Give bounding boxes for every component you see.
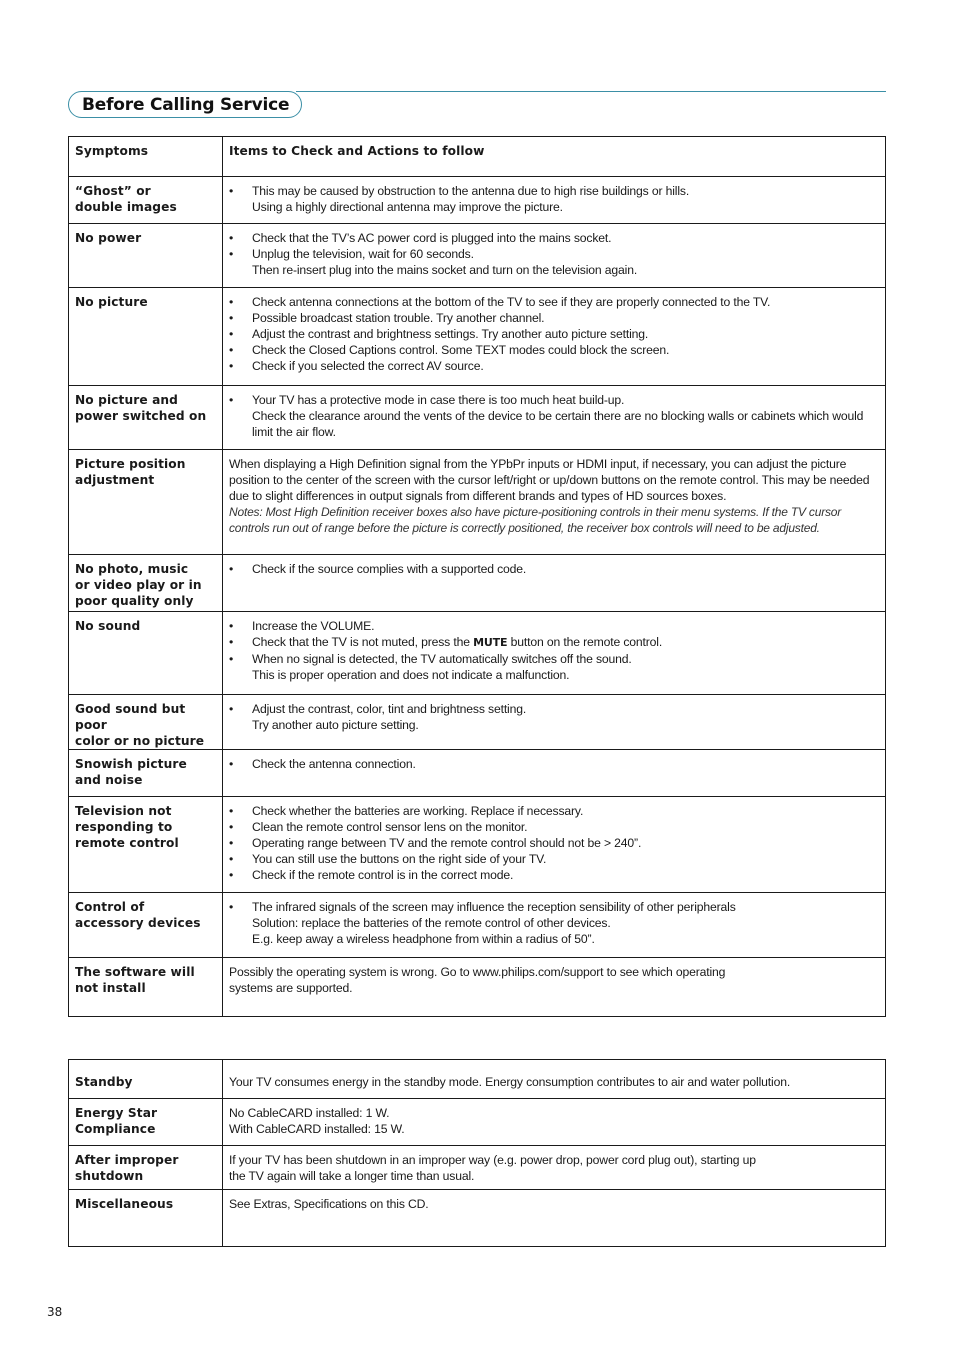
bullet-item [229,342,879,358]
bullet-list [229,230,879,278]
info-label-cell [69,1146,223,1190]
bullet-line: • Unplug the television, wait for 60 seconds. [252,247,474,261]
bullet-item [229,561,879,577]
action-line: See Extras, Specifications on this CD. [229,1197,429,1211]
bullet-list [229,561,879,577]
bullet-line: • Check if the source complies with a supported code. [252,562,527,576]
action-cell [223,386,886,450]
symptom-cell [69,958,223,1017]
bullet-line: • Your TV has a protective mode in case there is too much heat build-up. [252,393,625,407]
bullet-item [229,230,879,246]
table-row [69,1060,886,1099]
bullet-list [229,183,879,215]
action-cell [223,750,886,797]
symptom-label: Television not responding to remote control [75,804,179,850]
bullet-line: Check the clearance around the vents of the device to be certain there are no blocking walls or cabinets which would limit the air flow. [252,409,864,439]
action-line: No CableCARD installed: 1 W. [229,1106,390,1120]
bullet-line: • You can still use the buttons on the right side of your TV. [252,852,547,866]
action-line: the TV again will take a longer time than usual. [229,1169,475,1183]
bullet-list [229,392,879,440]
action-cell [223,893,886,958]
symptom-label: No power [75,231,142,245]
info-label-cell [69,1190,223,1247]
bullet-line: E.g. keep away a wireless headphone from within a radius of 50”. [252,932,595,946]
bullet-list [229,294,879,374]
info-value-cell [223,1146,886,1190]
bullet-line: • Check that the TV is not muted, press the MUTE button on the remote control. [252,635,663,649]
action-cell [223,612,886,695]
symptom-cell [69,386,223,450]
info-value-cell [223,1060,886,1099]
bullet-line: • Clean the remote control sensor lens on the monitor. [252,820,528,834]
bullet-item [229,851,879,867]
bullet-item [229,756,879,772]
action-line: Possibly the operating system is wrong. Go to www.philips.com/support to see which operating [229,965,726,979]
info-label-cell [69,1060,223,1099]
action-line: systems are supported. [229,981,353,995]
symptom-label: No sound [75,619,141,633]
bullet-item [229,899,879,947]
action-note: Notes: Most High Definition receiver boxes also have picture-positioning controls in their menu systems. If the TV cursor controls run out of range before the picture is correctly positioned, the receiver box controls will need to be adjusted. [229,505,842,535]
energy-info-table [68,1059,886,1247]
action-cell [223,797,886,893]
table-row [69,288,886,386]
bullet-item [229,294,879,310]
symptom-label: Good sound but poor color or no picture [75,702,205,748]
bullet-line: • Adjust the contrast, color, tint and brightness setting. [252,702,527,716]
bullet-line: This is proper operation and does not indicate a malfunction. [252,668,570,682]
bullet-item [229,819,879,835]
bullet-list [229,899,879,947]
header-rule [296,91,886,92]
table-header-row [69,137,886,177]
bullet-line: Using a highly directional antenna may improve the picture. [252,200,563,214]
symptom-label: No picture and power switched on [75,393,207,423]
action-line: With CableCARD installed: 15 W. [229,1122,405,1136]
symptom-cell [69,288,223,386]
symptom-cell [69,177,223,224]
bullet-item [229,392,879,440]
bullet-list [229,618,879,683]
bullet-item [229,634,879,651]
bullet-line: • Check if the remote control is in the correct mode. [252,868,514,882]
bullet-item [229,651,879,683]
symptom-cell [69,450,223,555]
action-cell [223,958,886,1017]
bullet-line: • When no signal is detected, the TV automatically switches off the sound. [252,652,632,666]
table-row [69,797,886,893]
bullet-line: • Check the antenna connection. [252,757,416,771]
bullet-item [229,618,879,634]
bullet-line: • Possible broadcast station trouble. Try another channel. [252,311,545,325]
bullet-item [229,246,879,278]
table-row [69,695,886,750]
symptom-cell [69,555,223,612]
action-cell [223,555,886,612]
bullet-item [229,310,879,326]
info-label: Miscellaneous [75,1197,174,1211]
table-row [69,1146,886,1190]
table-row [69,1099,886,1146]
table-row [69,893,886,958]
symptom-label: No picture [75,295,148,309]
action-cell [223,177,886,224]
bullet-item [229,867,879,883]
bullet-item [229,183,879,215]
action-cell [223,224,886,288]
bullet-line: • Increase the VOLUME. [252,619,375,633]
info-label-cell [69,1099,223,1146]
bullet-line: • Adjust the contrast and brightness settings. Try another auto picture setting. [252,327,649,341]
info-value-cell [223,1099,886,1146]
bullet-line: • Check that the TV’s AC power cord is plugged into the mains socket. [252,231,612,245]
table-row [69,555,886,612]
header-actions: Items to Check and Actions to follow [223,137,886,177]
action-cell [223,695,886,750]
bullet-item [229,326,879,342]
bullet-item [229,701,879,733]
bullet-line: • This may be caused by obstruction to the antenna due to high rise buildings or hills. [252,184,690,198]
info-value-cell [223,1190,886,1247]
page-number: 38 [47,1305,63,1319]
action-cell [223,288,886,386]
bullet-line: • Check the Closed Captions control. Some TEXT modes could block the screen. [252,343,670,357]
bullet-list [229,803,879,883]
symptom-cell [69,893,223,958]
bullet-line: • Operating range between TV and the remote control should not be > 240”. [252,836,642,850]
bullet-item [229,358,879,374]
action-line: Your TV consumes energy in the standby mode. Energy consumption contributes to air and water pollution. [229,1075,791,1089]
table-row [69,750,886,797]
table-row [69,450,886,555]
bullet-line: Try another auto picture setting. [252,718,419,732]
header-symptoms: Symptoms [69,137,223,177]
page-title: Before Calling Service [68,91,302,118]
action-line: If your TV has been shutdown in an improper way (e.g. power drop, power cord plug out), starting up [229,1153,756,1167]
symptom-label: Control of accessory devices [75,900,201,930]
bullet-line: • The infrared signals of the screen may influence the reception sensibility of other peripherals [252,900,736,914]
bullet-item [229,803,879,819]
bullet-line: • Check antenna connections at the bottom of the TV to see if they are properly connected to the TV. [252,295,771,309]
table-row [69,177,886,224]
bullet-line: Then re-insert plug into the mains socket and turn on the television again. [252,263,638,277]
info-label: Energy Star Compliance [75,1106,158,1136]
symptom-cell [69,750,223,797]
bullet-list [229,756,879,772]
mute-label: MUTE [473,636,508,649]
bullet-item [229,835,879,851]
bullet-list [229,701,879,733]
info-label: After improper shutdown [75,1153,179,1183]
symptom-cell [69,612,223,695]
bullet-line: • Check whether the batteries are working. Replace if necessary. [252,804,584,818]
symptom-label: No photo, music or video play or in poor quality only [75,562,202,608]
table-row [69,612,886,695]
table-row [69,1190,886,1247]
symptom-cell [69,797,223,893]
troubleshooting-table [68,136,886,1017]
bullet-line: • Check if you selected the correct AV source. [252,359,484,373]
action-text: When displaying a High Definition signal from the YPbPr inputs or HDMI input, if necessary, you can adjust the picture position to the center of the screen with the cursor left/right or up/down buttons on the remote control. This may be needed due to slight differences in output signals from different brands and types of HD sources boxes. [229,457,870,503]
action-cell [223,450,886,555]
symptom-label: The software will not install [75,965,195,995]
table-row [69,386,886,450]
table-row [69,224,886,288]
symptom-cell [69,695,223,750]
symptom-label: Picture position adjustment [75,457,186,487]
symptom-cell [69,224,223,288]
info-label: Standby [75,1075,133,1089]
table-row [69,958,886,1017]
symptom-label: “Ghost” or double images [75,184,177,214]
bullet-line: Solution: replace the batteries of the remote control of other devices. [252,916,611,930]
symptom-label: Snowish picture and noise [75,757,187,787]
